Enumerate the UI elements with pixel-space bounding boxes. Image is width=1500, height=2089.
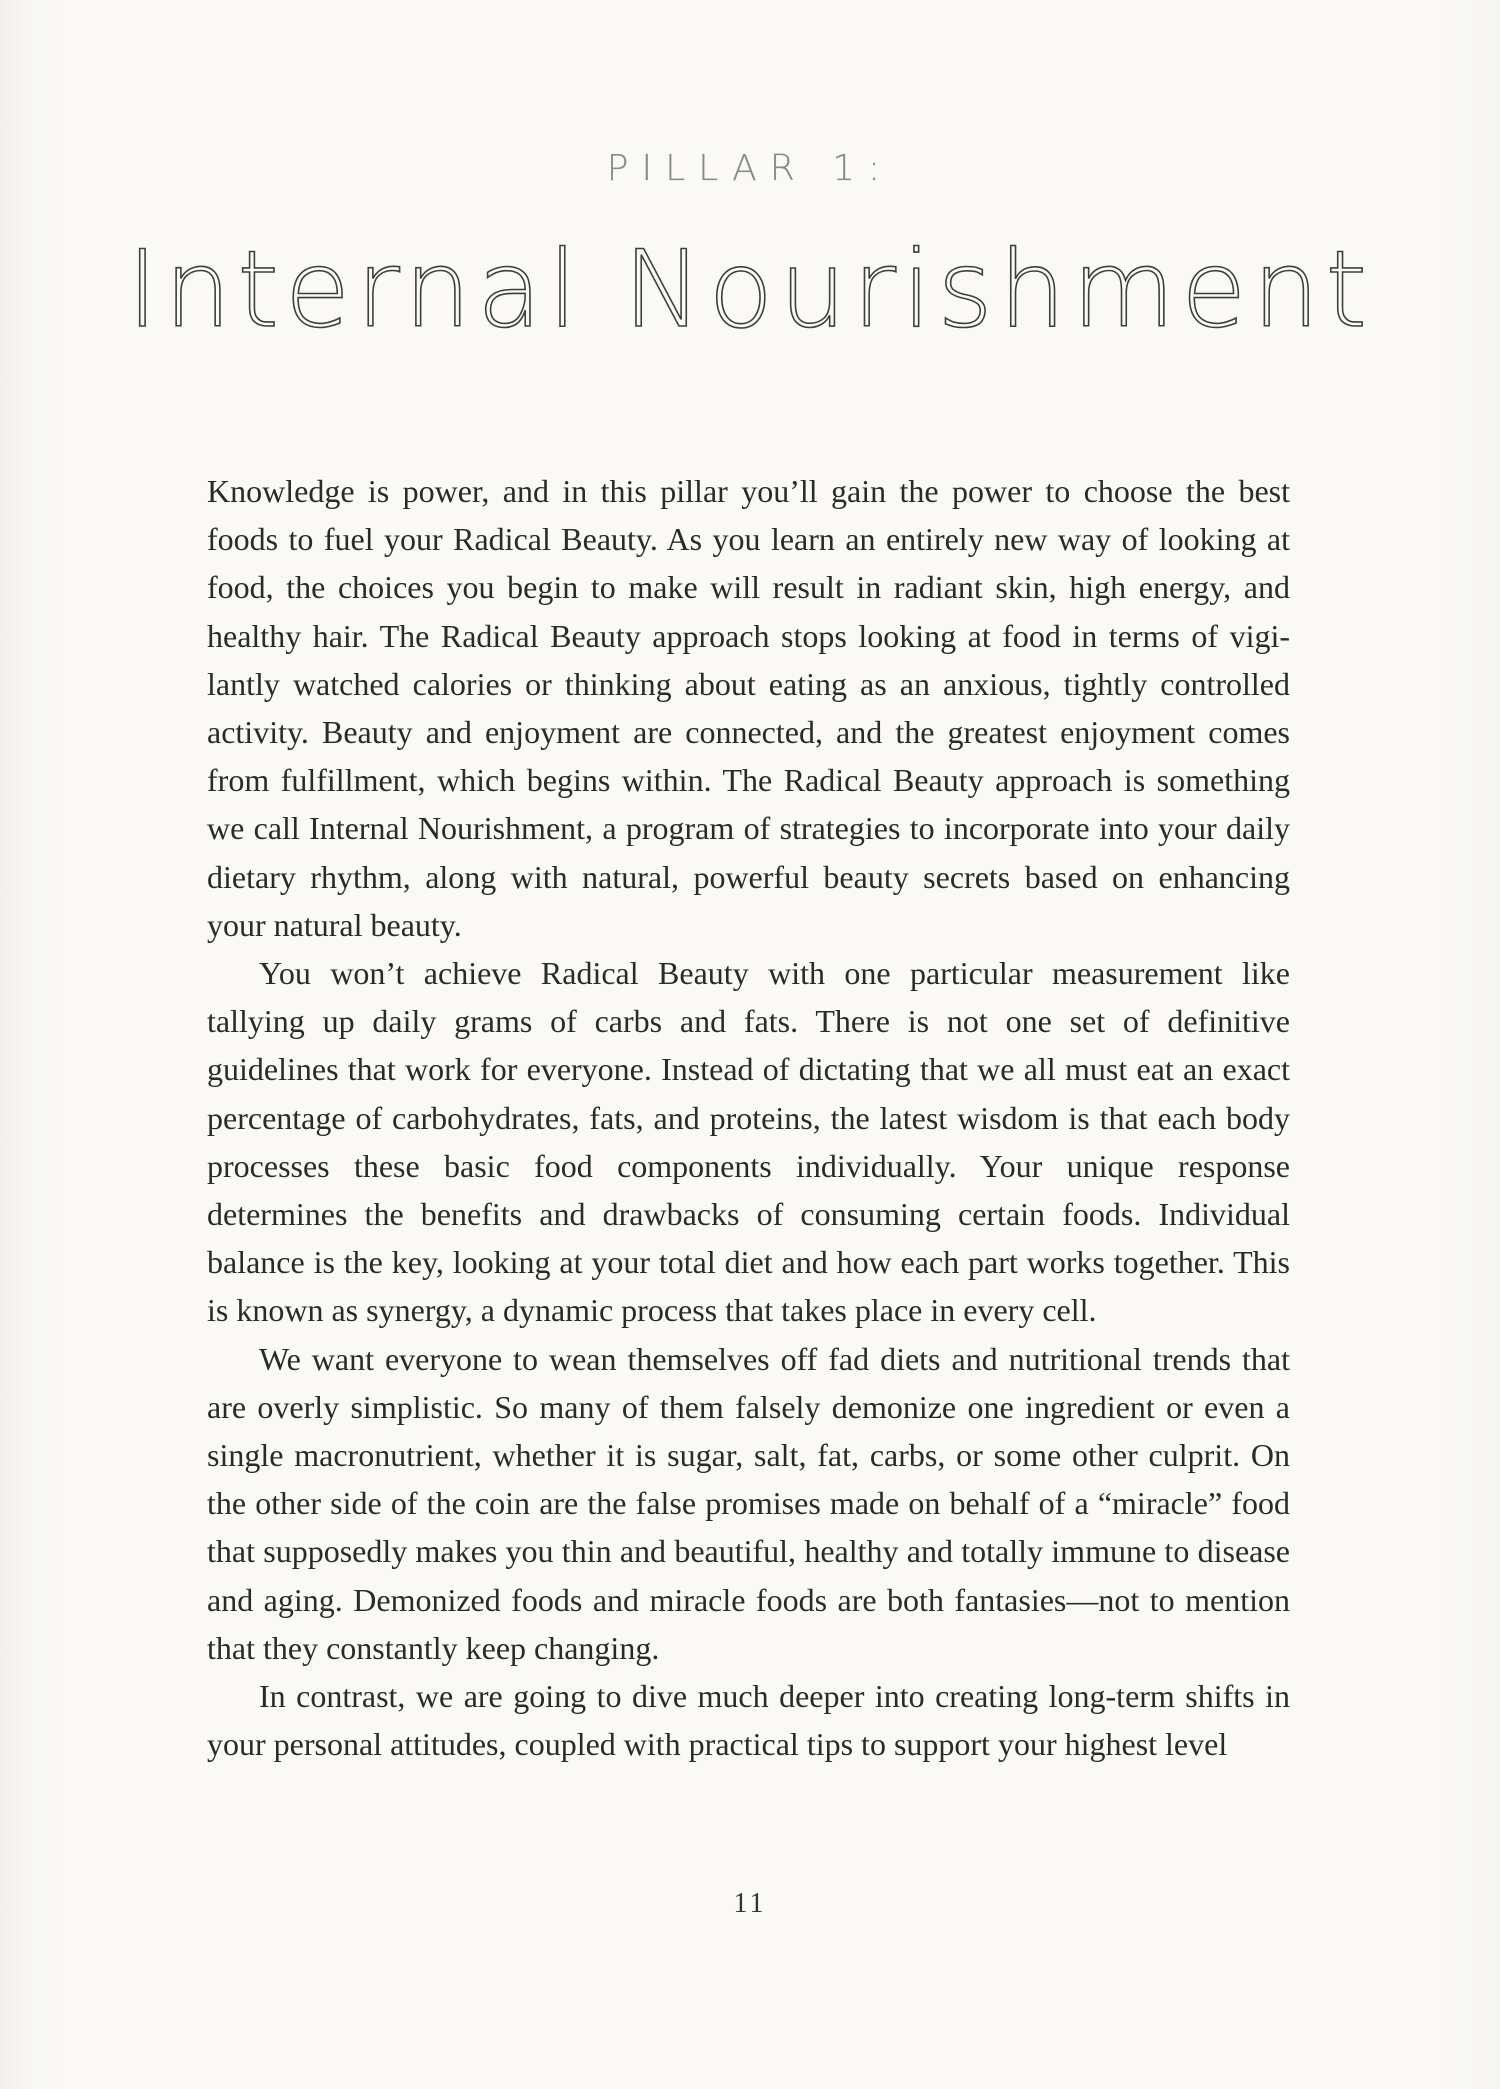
body-text xyxy=(207,467,1290,1768)
paragraph-1: Knowledge is power, and in this pillar you’ll gain the power to choose the best foods to fuel your Radical Beauty. As you learn an entirely new way of looking at food, the choices you begin to make will result in radiant skin, high energy, and healthy hair. The Radical Beauty approach stops looking at food in terms of vigilantly watched calories or thinking about eating as an anxious, tightly controlled activity. Beauty and enjoyment are connected, and the greatest enjoyment comes from fulfillment, which begins within. The Radical Beauty approach is something we call Internal Nourishment, a program of strategies to incorporate into your daily dietary rhythm, along with natural, powerful beauty secrets based on enhancing your natural beauty. xyxy=(207,473,1290,943)
paragraph-3: We want everyone to wean themselves off fad diets and nutritional trends that are overly simplistic. So many of them falsely demonize one ingredient or even a single macronutrient, whether it is sugar, salt, fat, carbs, or some other culprit. On the other side of the coin are the false promises made on behalf of a “miracle” food that supposedly makes you thin and beautiful, healthy and totally immune to disease and aging. Demonized foods and miracle foods are both fantasies—not to mention that they constantly keep changing. xyxy=(207,1340,1290,1666)
paragraph-2: You won’t achieve Radical Beauty with one particular measurement like tallying up daily grams of carbs and fats. There is not one set of definitive guidelines that work for everyone. Instead of dictating that we all must eat an exact percentage of carbohydrates, fats, and proteins, the latest wisdom is that each body processes these basic food components individually. Your unique response determines the benefits and drawbacks of consuming certain foods. Individual balance is the key, looking at your total diet and how each part works together. This is known as synergy, a dynamic process that takes place in every cell. xyxy=(207,955,1290,1329)
page-number: 11 xyxy=(733,1888,767,1919)
pillar-label: PILLAR 1: xyxy=(606,148,894,189)
paragraph-4: In contrast, we are going to dive much deeper into creating long-term shifts in your personal attitudes, coupled with practical tips to support your highest level xyxy=(207,1678,1290,1763)
chapter-title: Internal Nourishment xyxy=(126,228,1374,351)
